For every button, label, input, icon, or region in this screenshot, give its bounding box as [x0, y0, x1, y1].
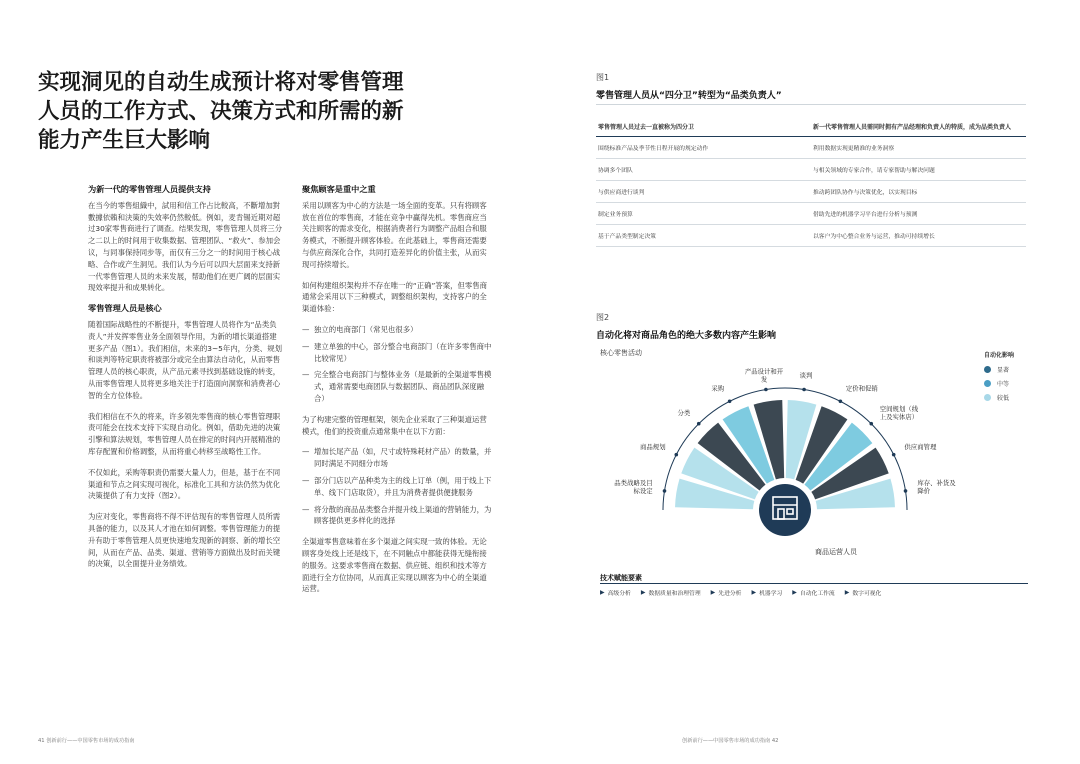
- tech-item: [641, 588, 701, 597]
- arrow-right-icon: ▶: [710, 589, 716, 596]
- fan-segment-label: 产品设计和开发: [744, 367, 784, 384]
- legend-label: 显著: [997, 367, 1010, 374]
- tech-item-label: 自动化工作流: [799, 591, 835, 597]
- divider: [600, 583, 1028, 584]
- legend-label: 中等: [997, 381, 1010, 388]
- legend-title: 自动化影响: [984, 352, 1015, 359]
- paragraph: 在当今的零售組織中，試用和信工作占比較高，不斷增加對數據依賴和決策的失效率仍然較低。例如，麦肯锡近期对超过30家零售商进行了调查。结果发现，零售管理人员将三分之二以上的时间用于收集数据、管理团队、“救火”、参加会议，与同事保持同步等，而仅有三分之一的时间用于核心战略、合作或产生洞见。我们认为今后可以四大层面来支持新一代零售管理人员的未来发展，帮助他们在更广阔的层面实现效率提升和成果转化。: [88, 200, 283, 293]
- tech-item-label: 高级分析: [607, 591, 631, 597]
- section-heading: 零售管理人员是核心: [88, 303, 162, 314]
- page-footer: 创新前行——中国零售市场的成功指南 42: [682, 738, 779, 744]
- table-cell: 基于产品类型制定决策: [596, 225, 811, 247]
- table-header: 新一代零售管理人员需同时拥有产品经理和负责人的特质，成为品类负责人: [811, 120, 1026, 137]
- page-headline: 实现洞见的自动生成预计将对零售管理人员的工作方式、决策方式和所需的新能力产生巨大影响: [38, 70, 404, 153]
- paragraph: 如何构建组织架构并不存在唯一的“正确”答案，但零售商通常会采用以下三种模式，调整组织架构，支持客户的全渠道体验：: [302, 280, 488, 314]
- table-header: 零售管理人员过去一直被称为四分卫: [596, 120, 811, 137]
- tech-item: [711, 588, 742, 597]
- bullet-item: — 部分门店以产品种类为主的线上订单（例，用于线上下单、线下门店取货），并且为消费者提供便捷服务: [302, 475, 492, 499]
- fan-segment-label: 供应商管理: [904, 443, 937, 452]
- store-icon-badge: [759, 484, 811, 536]
- fan-segment-label: 库存、补货及降价: [917, 479, 956, 496]
- table-cell: 推动跨团队协作与决策优化，以实现目标: [811, 181, 1026, 203]
- legend-label: 较低: [997, 395, 1010, 402]
- table-cell: 围绕标准产品及季节性日程开展的规定动作: [596, 137, 811, 159]
- fan-segment-label: 分类: [677, 409, 691, 418]
- bullet-item: — 建立单独的中心，部分整合电商部门（在许多零售商中比较常见）: [302, 341, 492, 365]
- table-cell: 制定业务预算: [596, 203, 811, 225]
- tech-enablers-title: 技术赋能要素: [600, 574, 642, 582]
- bullet-list: [302, 446, 492, 527]
- table-cell: 与供应商进行谈判: [596, 181, 811, 203]
- text-column-a: [88, 184, 283, 579]
- arrow-right-icon: ▶: [600, 589, 605, 596]
- table-cell: 利用数据实现更精准的业务洞察: [811, 137, 1026, 159]
- section-heading: 为新一代的零售管理人员提供支持: [88, 184, 211, 194]
- paragraph: 为了构建完整的管理框架，领先企业采取了三种渠道运营模式，他们的投资重点通常集中在以下方面：: [302, 414, 487, 436]
- bullet-item: — 将分散的商品品类整合并提升线上渠道的营销能力，为顾客提供更多样化的选择: [302, 504, 492, 528]
- paragraph: 为应对变化，零售商将不得不评估现有的零售管理人员所需具备的能力，以及其人才池在如何调整。零售管理能力的提升有助于零售管理人员更快速地发现新的洞察、新的增长空间，从而在产品、品类、渠道、营销等方面做出及时而关键的决策，以全面提升业务绩效。: [88, 512, 281, 569]
- figure-label: 图2: [596, 313, 610, 322]
- tech-item: [751, 588, 782, 597]
- table-cell: 借助先进的机器学习平台进行分析与预测: [811, 203, 1026, 225]
- bullet-item: — 增加长尾产品（如，尺寸或特殊耗材产品）的数量，并同时满足不同细分市场: [302, 446, 492, 470]
- figure-title: 零售管理人员从“四分卫”转型为“品类负责人”: [596, 91, 782, 101]
- tech-item-label: 数据质量和治理管理: [648, 591, 701, 597]
- table-cell: 以客户为中心整合业务与运营，推动可持续增长: [811, 225, 1026, 247]
- tech-item: [600, 588, 631, 597]
- tech-item-label: 机器学习: [759, 591, 783, 597]
- text-column-b: [302, 184, 492, 604]
- arrow-right-icon: ▶: [792, 589, 797, 596]
- figure-subtitle: 核心零售活动: [600, 349, 642, 357]
- paragraph: 随着国际战略性的不断提升，零售管理人员将作为“品类负责人”并发挥零售业务全面领导作用，为新的增长渠道搭建更多产品（图1）。我们相信，未来的3~5年内，分类、规划和谈判等特定职责将被部分或完全由算法自动化，从而零售管理人员的核心职责，从产品元素寻找到基础设施的转变，从而零售管理人员将更多地关注于打造面向洞察和消费者心智的全方位体验。: [88, 319, 282, 400]
- fan-segment-label: 定价和促销: [845, 384, 878, 393]
- fan-segment-label: 商品规划: [640, 443, 666, 452]
- arrow-right-icon: ▶: [640, 589, 646, 596]
- arrow-right-icon: ▶: [844, 589, 850, 596]
- figure-title: 自动化将对商品角色的绝大多数内容产生影响: [596, 331, 777, 341]
- tech-item: [792, 588, 834, 597]
- paragraph: 采用以顾客为中心的方法是一场全面的变革。只有将顾客放在首位的零售商，才能在竞争中赢得先机。零售商应当关注顾客的需求变化，根据消费者行为调整产品组合和服务模式，不断提升顾客体验。在此基础上，零售商还需要与供应商深化合作，共同打造差异化的价值主张，从而实现可持续增长。: [302, 200, 487, 269]
- automation-fan-diagram: [540, 0, 1080, 764]
- figure-label: 图1: [596, 73, 610, 82]
- table-cell: 协调多个团队: [596, 159, 811, 181]
- center-label: 商品运营人员: [815, 548, 857, 556]
- bullet-item: — 独立的电商部门（常见也很多）: [302, 324, 492, 336]
- paragraph: 全渠道零售意味着在多个渠道之间实现一致的体验。无论顾客身处线上还是线下，在不同触点中都能获得无缝衔接的服务。这要求零售商在数据、供应链、组织和技术等方面进行全方位协同，从而真正实现以顾客为中心的全渠道运营。: [302, 537, 487, 594]
- fan-segment-label: 品类战略及目标设定: [614, 479, 653, 496]
- arrow-right-icon: ▶: [751, 589, 757, 596]
- right-page: [540, 0, 1080, 764]
- fan-segment-label: 采购: [711, 384, 725, 393]
- section-heading: 聚焦顾客是重中之重: [302, 184, 376, 194]
- tech-item-label: 数字可视化: [852, 591, 882, 597]
- fan-segment-label: 空间规划（线上及实体店）: [879, 405, 919, 422]
- table-cell: 与相关领域的专家合作，请专家帮助与解决问题: [811, 159, 1026, 181]
- paragraph: 我们相信在不久的将来，许多领先零售商的核心零售管理职责可能会在技术支持下实现自动化。例如，借助先进的决策引擎和算法规划，零售管理人员在排定的时间内开展精准的库存配置和价格调整，从而将重心转移至战略性工作。: [88, 411, 281, 456]
- bullet-list: [302, 324, 492, 405]
- paragraph: 不仅如此，采购等职责仍需要大量人力，但是，基于在不同渠道和节点之间实现可视化，标准化工具和方法仍然为优化决策提供了有力支持（图2）。: [88, 467, 281, 501]
- fan-segment-label: 谈判: [799, 371, 813, 380]
- tech-item: [845, 588, 882, 597]
- page-footer: 41 创新前行——中国零售市场的成功指南: [38, 738, 135, 744]
- tech-item-label: 先进分析: [718, 591, 742, 597]
- tech-enablers-list: [600, 588, 1030, 597]
- bullet-item: — 完全整合电商部门与整体业务（是最新的全渠道零售模式，通常需要电商团队与数据团队、商品团队深度融合）: [302, 369, 492, 404]
